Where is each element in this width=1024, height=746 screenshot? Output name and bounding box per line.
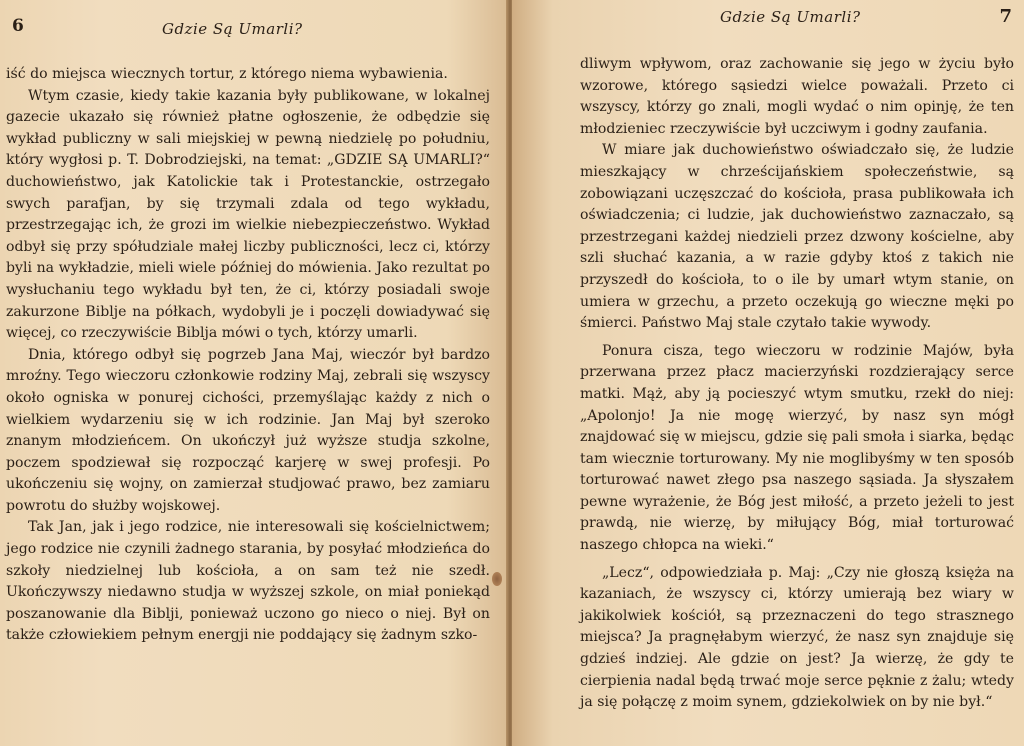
paragraph: iść do miejsca wiecznych tortur, z którego niema wybawienia. [6,66,448,82]
left-page-header [6,14,490,42]
page-number: 6 [12,16,24,36]
paragraph: Tak Jan, jak i jego rodzice, nie interesowali się kościelnictwem; jego rodzice nie czynili żadnego starania, by posyłać młodzieńca do szkoły niedzielnej lub kościoła, a on sam też nie szedł. Ukończywszy niedawno studja w wyższej szkole, on miał poniekąd poszanowanie dla Biblji, ponieważ uczono go nieco o niej. Był on także człowiekiem pełnym energji nie poddający się żadnym szko- [6,519,490,644]
running-title: Gdzie Są Umarli? [162,20,303,38]
right-page-header [580,6,1014,34]
paragraph: Wtym czasie, kiedy takie kazania były publikowane, w lokalnej gazecie ukazało się również płatne ogłoszenie, że odbędzie się wykład publiczny w sali miejskiej w pewną niedzielę po południu, który wygłosi p. T. Dobrodziejski, na temat: „GDZIE SĄ UMARLI?“ duchowieństwo, jak Katolickie tak i Protestanckie, ostrzegało swych parafjan, by się trzymali zdala od tego wykładu, przestrzegając ich, że grozi im wielkie niebezpieczeństwo. Wykład odbył się przy spółudziale małej liczby publiczności, lecz ci, którzy byli na wykładzie, mieli wiele później do mówienia. Jako rezultat po wysłuchaniu tego wykładu był ten, że ci, którzy posiadali swoje zakurzone Biblje na półkach, wydobyli je i poczęli dowiadywać się więcej, co rzeczywiście Biblja mówi o tych, którzy umarli. [6,87,490,342]
right-page-body [580,54,1014,714]
left-page-body [6,64,490,647]
running-title: Gdzie Są Umarli? [720,8,861,26]
paragraph: Dnia, którego odbył się pogrzeb Jana Maj, wieczór był bardzo mroźny. Tego wieczoru członkowie rodziny Maj, zebrali się wszyscy około ogniska w ponurej cichości, przemyślając każdy z nich o wielkiem wydarzeniu się w ich rodzinie. Jan Maj był szeroko znanym młodzieńcem. On ukończył już wyższe studja szkolne, poczem spodziewał się rozpocząć karjerę w swej profesji. Po ukończeniu się wojny, on zamierzał studjować prawo, bez zamiaru powrotu do służby wojskowej. [6,346,490,514]
right-page [512,0,1024,746]
paragraph: Ponura cisza, tego wieczoru w rodzinie Majów, była przerwana przez płacz macierzyński rozdzierający serce matki. Mąż, aby ją pocieszyć wtym smutku, rzekł do niej: „Apolonjo! Ja nie mogę wierzyć, by nasz syn mógł znajdować się w miejscu, gdzie się pali smoła i siarka, będąc tam wiecznie torturowany. My nie moglibyśmy w ten sposób torturować nawet złego psa naszego sąsiada. Ja słyszałem pewne wyrażenie, że Bóg jest miłość, a przeto jeżeli to jest prawdą, nie wierzę, by miłujący Bóg, miał torturować naszego chłopca na wieki.“ [580,342,1014,554]
page-number: 7 [999,6,1012,27]
paragraph: W miare jak duchowieństwo oświadczało się, że ludzie mieszkający w chrześcijańskiem społeczeństwie, są zobowiązani uczęszczać do kościoła, prasa publikowała ich oświadczenia; ci ludzie, jak duchowieństwo zaznaczało, są przestrzegani każdej niedzieli przez dzwony kościelne, aby szli słuchać kazania, a w razie gdyby ktoś z takich nie przyszedł do kościoła, to o ile by umarł wtym stanie, on umiera w grzechu, a przeto oczekują go wieczne męki po śmierci. Państwo Maj stale czytało takie wywody. [580,142,1014,332]
paper-stain [492,572,502,586]
paragraph: „Lecz“, odpowiedziała p. Maj: „Czy nie głoszą księża na kazaniach, że wszyscy ci, którzy umierają bez wiary w jakikolwiek kościół, są przeznaczeni do tego strasznego miejsca? Ja pragnęłabym wierzyć, że nasz syn znajduje się gdzieś indziej. Ale gdzie on jest? Ja wierzę, że gdy te cierpienia nadal będą trwać moje serce pęknie z żalu; wtedy ja się połączę z moim synem, gdziekolwiek on by nie był.“ [580,564,1014,711]
paragraph: dliwym wpływom, oraz zachowanie się jego w życiu było wzorowe, którego sąsiedzi wielce poważali. Przeto ci wszyscy, którzy go znali, mogli wydać o nim opinję, że ten młodzieniec rzeczywiście był uczciwym i godny zaufania. [580,56,1014,137]
left-page [0,0,508,746]
